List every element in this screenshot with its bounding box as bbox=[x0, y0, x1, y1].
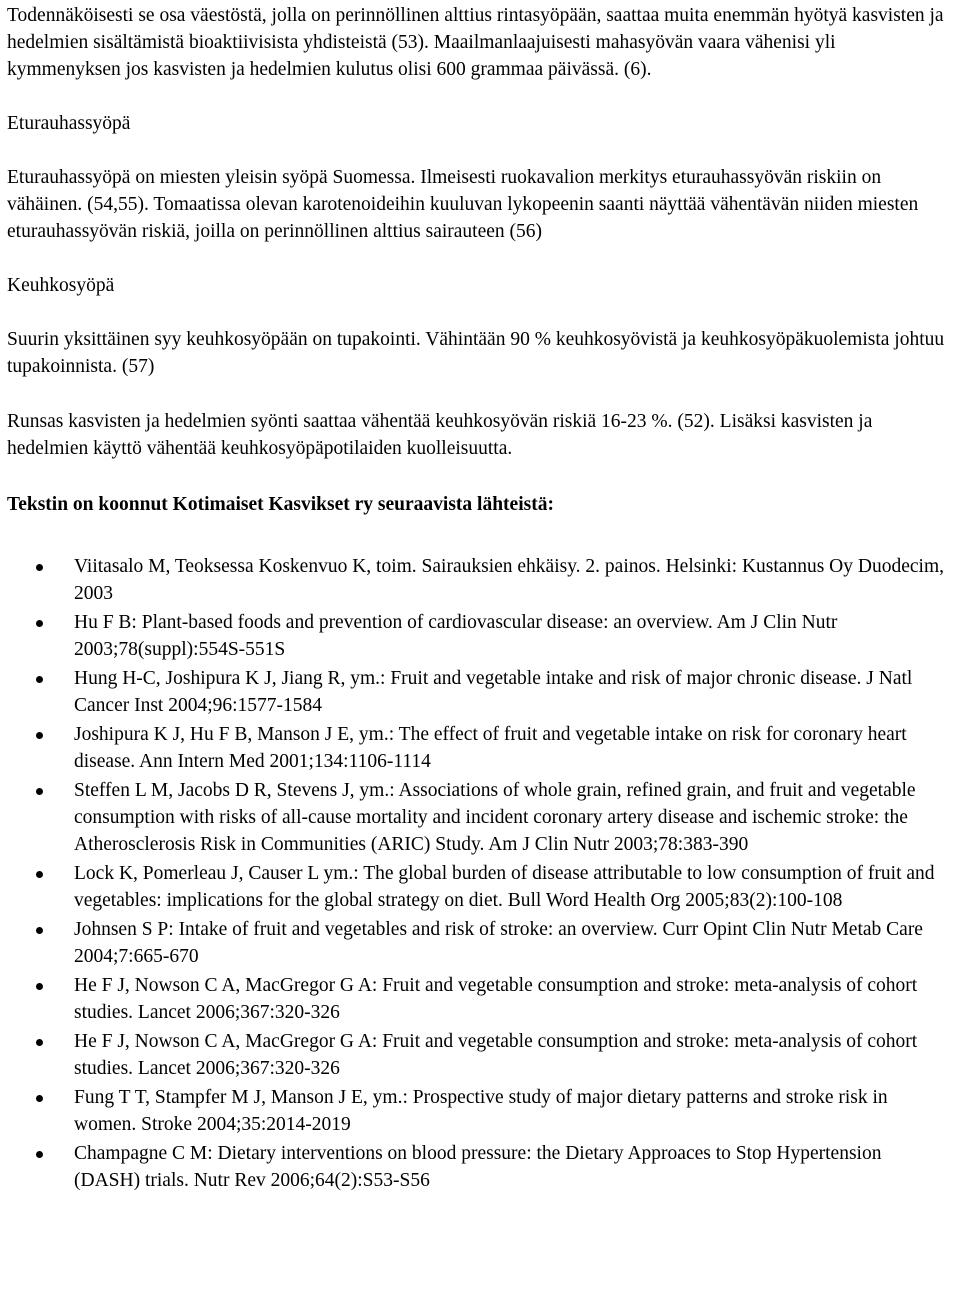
bullet-icon bbox=[36, 788, 43, 795]
bullet-icon bbox=[36, 564, 43, 571]
eturauhassyopa-paragraph: Eturauhassyöpä on miesten yleisin syöpä Suomessa. Ilmeisesti ruokavalion merkitys eturauhassyövän riskiin on vähäinen. (54,55). Tomaatissa olevan karotenoideihin kuuluvan lykopeenin saanti näyttää vähentävän niiden miesten eturauhassyövän riskiä, joilla on perinnöllinen alttius sairauteen (56) bbox=[7, 167, 919, 242]
reference-item bbox=[7, 609, 950, 663]
reference-item bbox=[7, 1140, 950, 1194]
bullet-icon bbox=[36, 1039, 43, 1046]
reference-text: He F J, Nowson C A, MacGregor G A: Fruit and vegetable consumption and stroke: meta-analysis of cohort studies. Lancet 2006;367:320-326 bbox=[74, 975, 918, 1023]
reference-item bbox=[7, 972, 950, 1026]
reference-list bbox=[7, 553, 950, 1194]
bullet-icon bbox=[36, 732, 43, 739]
section-heading-keuhkosyopa: Keuhkosyöpä bbox=[7, 275, 115, 296]
reference-text: Johnsen S P: Intake of fruit and vegetables and risk of stroke: an overview. Curr Opint Clin Nutr Metab Care 2004;7:665-670 bbox=[74, 919, 923, 967]
reference-text: Viitasalo M, Teoksessa Koskenvuo K, toim. Sairauksien ehkäisy. 2. painos. Helsinki: Kustannus Oy Duodecim, 2003 bbox=[74, 556, 944, 604]
section-heading-eturauhassyopa: Eturauhassyöpä bbox=[7, 113, 131, 134]
bullet-icon bbox=[36, 620, 43, 627]
reference-text: Lock K, Pomerleau J, Causer L ym.: The global burden of disease attributable to low consumption of fruit and vegetables: implications for the global strategy on diet. Bull Word Health Org 2005;83(2):100-108 bbox=[74, 863, 935, 911]
keuhkosyopa-paragraph-2: Runsas kasvisten ja hedelmien syönti saattaa vähentää keuhkosyövän riskiä 16-23 %. (52). Lisäksi kasvisten ja hedelmien käyttö vähentää keuhkosyöpäpotilaiden kuolleisuutta. bbox=[7, 411, 873, 459]
bullet-icon bbox=[36, 983, 43, 990]
bullet-icon bbox=[36, 871, 43, 878]
reference-item bbox=[7, 1084, 950, 1138]
reference-text: Fung T T, Stampfer M J, Manson J E, ym.: Prospective study of major dietary patterns and stroke risk in women. Stroke 2004;35:2014-2019 bbox=[74, 1087, 888, 1135]
reference-text: Hu F B: Plant-based foods and prevention of cardiovascular disease: an overview. Am J Clin Nutr 2003;78(suppl):554S-551S bbox=[74, 612, 838, 660]
reference-item bbox=[7, 1028, 950, 1082]
bullet-icon bbox=[36, 1095, 43, 1102]
reference-text: Champagne C M: Dietary interventions on blood pressure: the Dietary Approaces to Stop Hypertension (DASH) trials. Nutr Rev 2006;64(2):S53-S56 bbox=[74, 1143, 882, 1191]
sources-heading: Tekstin on koonnut Kotimaiset Kasvikset ry seuraavista lähteistä: bbox=[7, 494, 554, 515]
keuhkosyopa-paragraph-1: Suurin yksittäinen syy keuhkosyöpään on tupakointi. Vähintään 90 % keuhkosyövistä ja keuhkosyöpäkuolemista johtuu tupakoinnista. (57) bbox=[7, 329, 945, 377]
reference-text: Joshipura K J, Hu F B, Manson J E, ym.: The effect of fruit and vegetable intake on risk for coronary heart disease. Ann Intern Med 2001;134:1106-1114 bbox=[74, 724, 907, 772]
reference-item bbox=[7, 721, 950, 775]
reference-item bbox=[7, 860, 950, 914]
reference-item bbox=[7, 553, 950, 607]
reference-item bbox=[7, 665, 950, 719]
bullet-icon bbox=[36, 676, 43, 683]
reference-text: Steffen L M, Jacobs D R, Stevens J, ym.: Associations of whole grain, refined grain, and fruit and vegetable consumption with risks of all-cause mortality and incident coronary artery disease and ischemic stroke: the Atherosclerosis Risk in Communities (ARIC) Study. Am J Clin Nutr 2003;78:383-390 bbox=[74, 780, 916, 855]
bullet-icon bbox=[36, 927, 43, 934]
reference-text: He F J, Nowson C A, MacGregor G A: Fruit and vegetable consumption and stroke: meta-analysis of cohort studies. Lancet 2006;367:320-326 bbox=[74, 1031, 918, 1079]
reference-item bbox=[7, 777, 950, 858]
reference-item bbox=[7, 916, 950, 970]
bullet-icon bbox=[36, 1151, 43, 1158]
intro-paragraph: Todennäköisesti se osa väestöstä, jolla on perinnöllinen alttius rintasyöpään, saattaa muita enemmän hyötyä kasvisten ja hedelmien sisältämistä bioaktiivisista yhdisteistä (53). Maailmanlaajuisesti mahasyövän vaara vähenisi yli kymmenyksen jos kasvisten ja hedelmien kulutus olisi 600 grammaa päivässä. (6). bbox=[7, 5, 944, 80]
reference-text: Hung H-C, Joshipura K J, Jiang R, ym.: Fruit and vegetable intake and risk of major chronic disease. J Natl Cancer Inst 2004;96:1577-1584 bbox=[74, 668, 913, 716]
